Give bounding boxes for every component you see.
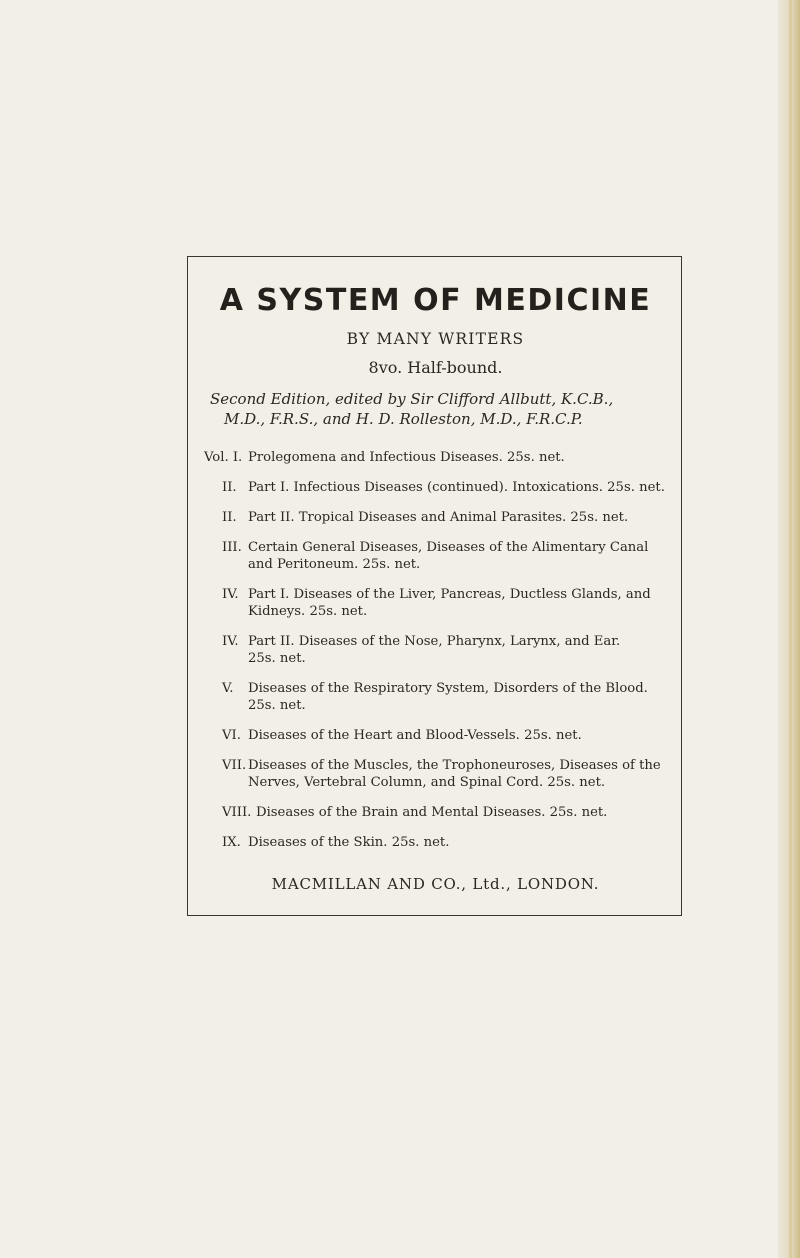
volume-entry [204,757,667,791]
volume-entry [204,509,667,526]
volume-price: 25s. net. [549,805,608,820]
edition-line-2: M.D., F.R.S., and H. D. Rolleston, M.D., F.R.C.P. [224,410,583,428]
volume-entry [204,727,667,744]
volume-price: 25s. net. [362,557,421,572]
volume-title: Part II. Diseases of the Nose, Pharynx, Larynx, and Ear. 25s. net. [248,634,621,666]
volume-title: Diseases of the Brain and Mental Diseases. 25s. net. [256,805,608,820]
volume-price: 25s. net. [248,698,306,713]
volume-price: 25s. net. [524,728,582,743]
volume-number: V. [222,681,234,696]
volume-number: VI. [222,728,241,743]
volume-price: 25s. net. [391,835,450,850]
volume-entry [204,539,667,573]
volume-title: Diseases of the Respiratory System, Disorders of the Blood. 25s. net. [248,681,648,713]
volume-title: Prolegomena and Infectious Diseases. 25s. net. [248,450,565,465]
volume-title: Diseases of the Heart and Blood-Vessels. 25s. net. [248,728,582,743]
volume-entry [204,586,667,620]
volume-title: Diseases of the Skin. 25s. net. [248,835,450,850]
publisher-imprint: MACMILLAN AND CO., Ltd., LONDON. [271,875,600,893]
advertisement-box [187,256,682,916]
volume-price: 25s. net. [309,604,368,619]
volume-number: III. [222,540,242,555]
volume-number: IX. [222,835,241,850]
page-edge-shadow [789,0,792,1258]
volume-price: 25s. net. [607,480,665,495]
volume-entry [204,449,667,466]
volume-number: Vol. I. [204,450,243,465]
volume-number: VII. [222,758,247,773]
volume-entry [204,804,667,821]
volume-title: Part I. Diseases of the Liver, Pancreas, Ductless Glands, and Kidneys. 25s. net. [248,587,651,619]
volume-entry [204,680,667,714]
volume-number: IV. [222,587,239,602]
volume-number: IV. [222,634,239,649]
volume-price: 25s. net. [570,510,629,525]
volume-price: 25s. net. [547,775,606,790]
advert-title: A SYSTEM OF MEDICINE [219,283,652,318]
advert-subtitle: BY MANY WRITERS [346,330,525,348]
volume-number: II. [222,510,237,525]
advert-format: 8vo. Half-bound. [368,358,503,377]
volume-number: II. [222,480,237,495]
volume-title: Part II. Tropical Diseases and Animal Parasites. 25s. net. [248,510,629,525]
volume-title: Certain General Diseases, Diseases of the Alimentary Canal and Peritoneum. 25s. net. [248,540,649,572]
volume-number: VIII. [222,805,252,820]
volume-price: 25s. net. [507,450,565,465]
volume-entry [204,834,667,851]
volume-title: Part I. Infectious Diseases (continued). Intoxications. 25s. net. [248,480,665,495]
volume-entry [204,479,667,496]
volume-list [204,449,667,851]
volume-entry [204,633,667,667]
edition-line-1: Second Edition, edited by Sir Clifford Allbutt, K.C.B., [210,390,614,408]
volume-price: 25s. net. [248,651,306,666]
volume-title: Diseases of the Muscles, the Trophoneuroses, Diseases of the Nerves, Vertebral Column, and Spinal Cord. 25s. net. [248,758,661,790]
edition-note [204,389,667,429]
